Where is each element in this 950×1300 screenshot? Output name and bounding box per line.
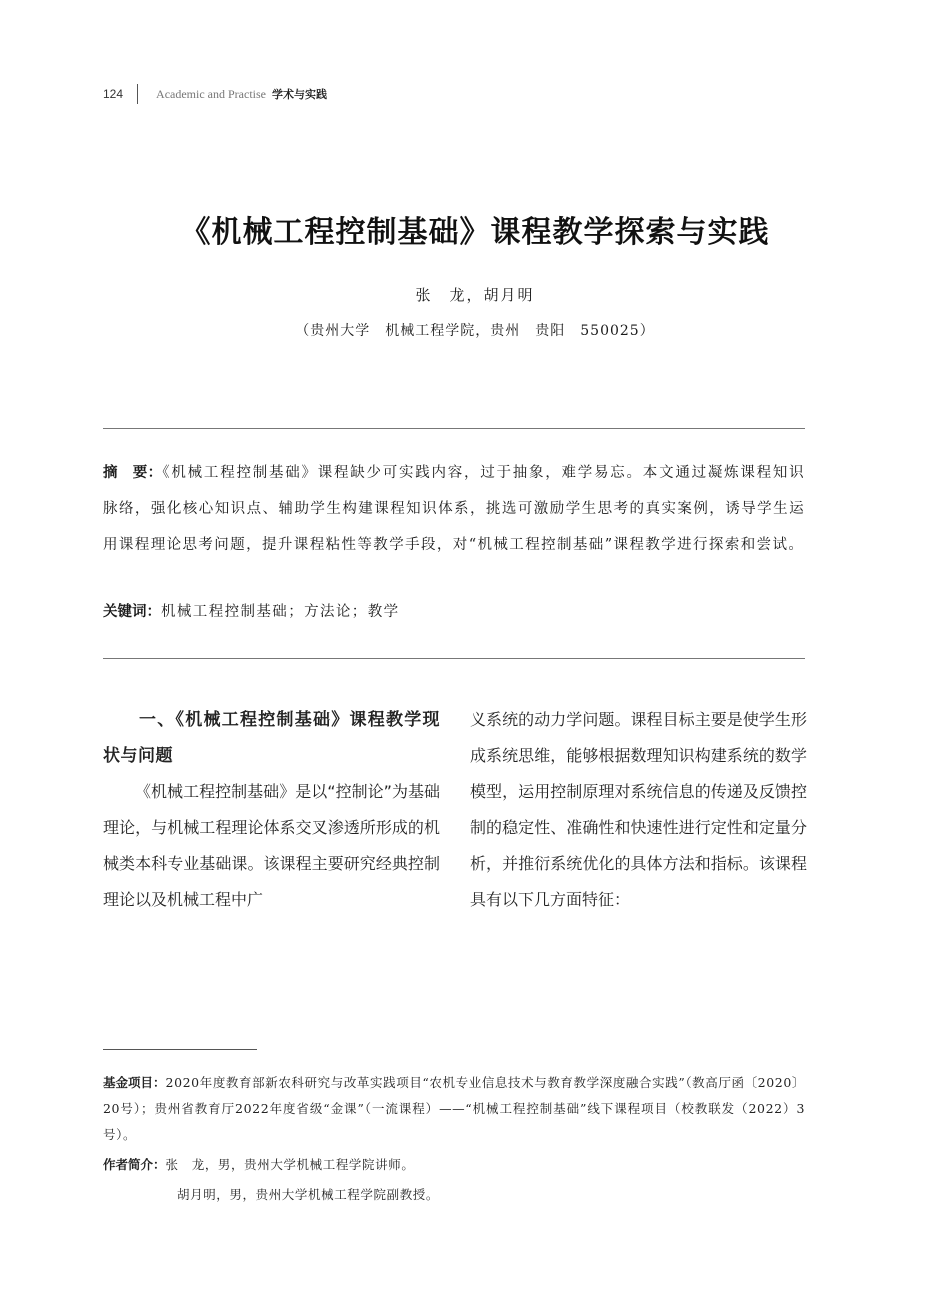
header-divider: [137, 84, 138, 104]
footnote-rule: [103, 1049, 257, 1050]
funding-note: [103, 1070, 805, 1148]
body-column-right: [470, 702, 807, 918]
body-paragraph: 《机械工程控制基础》是以“控制论”为基础理论，与机械工程理论体系交叉渗透所形成的机械类本科专业基础课。该课程主要研究经典控制理论以及机械工程中广: [103, 782, 440, 909]
affiliation: （贵州大学 机械工程学院，贵州 贵阳 550025）: [295, 323, 655, 339]
abstract-text: 《机械工程控制基础》课程缺少可实践内容，过于抽象，难学易忘。本文通过凝炼课程知识脉络，强化核心知识点、辅助学生构建课程知识体系，挑选可激励学生思考的真实案例，诱导学生运用课程理论思考问题，提升课程粘性等教学手段，对“机械工程控制基础”课程教学进行探索和尝试。: [103, 465, 805, 553]
keywords-text: 机械工程控制基础；方法论；教学: [161, 604, 400, 620]
page-number: 124: [103, 87, 124, 101]
abstract-label: 摘 要：: [103, 465, 163, 481]
keywords: [103, 598, 805, 626]
funding-label: 基金项目：: [103, 1075, 166, 1090]
author-bio-label: 作者简介：: [103, 1157, 166, 1172]
keywords-label: 关键词：: [103, 604, 161, 620]
funding-text: 2020年度教育部新农科研究与改革实践项目“农机专业信息技术与教育教学深度融合实践”（教高厅函〔2020〕20号）；贵州省教育厅2022年度省级“金课”（一流课程）——“机械工程控制基础”线下课程项目（校教联发（2022）3号）。: [103, 1075, 805, 1142]
running-header: [103, 84, 327, 104]
author-bio-line-2: 胡月明，男，贵州大学机械工程学院副教授。: [177, 1187, 440, 1202]
journal-name-cn: 学术与实践: [271, 88, 327, 101]
section-heading: 一、《机械工程控制基础》课程教学现状与问题: [103, 710, 440, 766]
abstract-top-rule: [103, 428, 805, 429]
journal-name-en: Academic and Practise: [156, 86, 266, 101]
author-bio-line-1: 张 龙，男，贵州大学机械工程学院讲师。: [165, 1157, 415, 1172]
abstract-bottom-rule: [103, 658, 805, 659]
body-column-left: [103, 702, 440, 918]
author-list: 张 龙，胡月明: [415, 286, 535, 304]
body-paragraph-continued: 义系统的动力学问题。课程目标主要是使学生形成系统思维，能够根据数理知识构建系统的数学模型，运用控制原理对系统信息的传递及反馈控制的稳定性、准确性和快速性进行定性和定量分析，并推衍系统优化的具体方法和指标。该课程具有以下几方面特征：: [470, 710, 807, 909]
author-note: [103, 1152, 805, 1178]
abstract: [103, 455, 805, 563]
footnotes: [103, 1070, 805, 1208]
paper-title: 《机械工程控制基础》课程教学探索与实践: [180, 215, 770, 250]
